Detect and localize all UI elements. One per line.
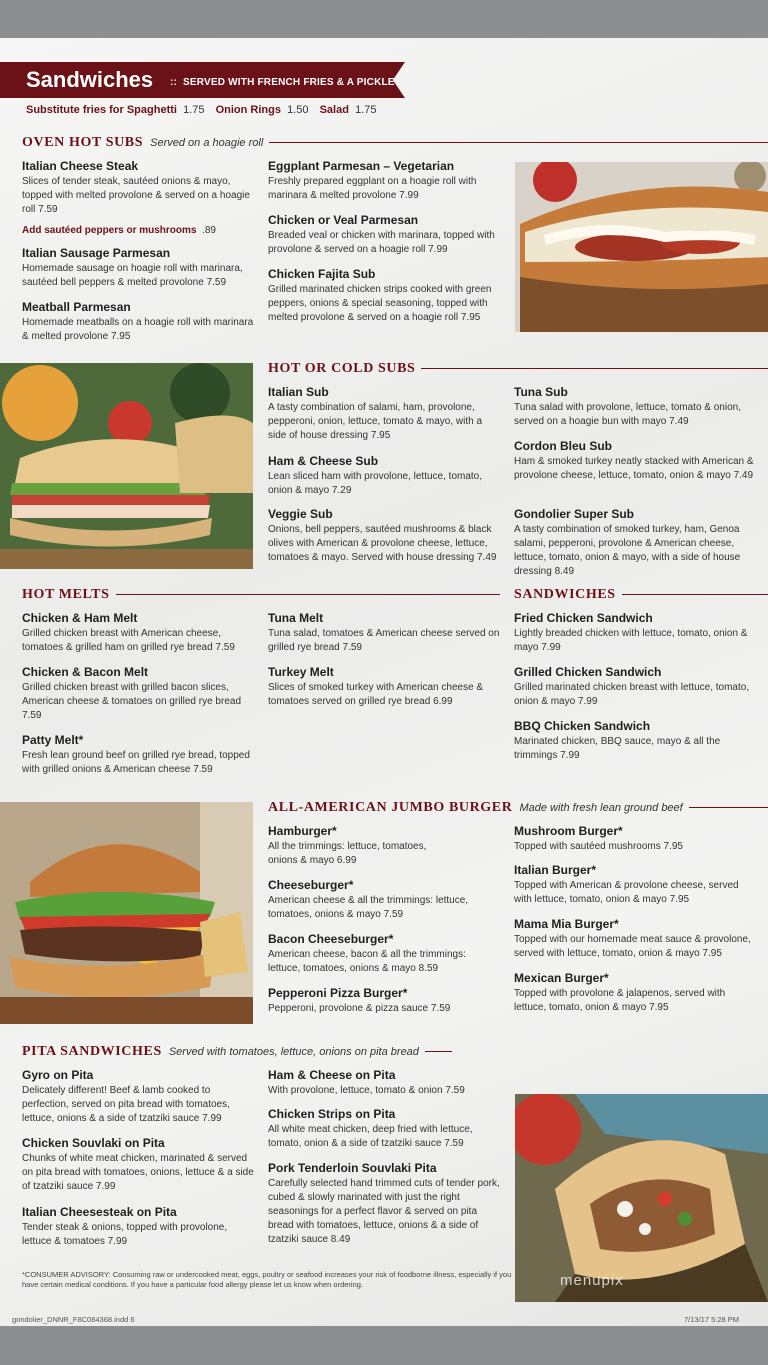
item-description: Homemade sausage on hoagie roll with marinara, sautéed bell peppers & melted provolone 7.59 (22, 263, 243, 288)
menu-item (514, 719, 754, 763)
item-description: Topped with provolone & jalapenos, served with lettuce, tomato, onion & mayo 7.95 (514, 988, 726, 1013)
item-name: Gyro on Pita (22, 1068, 94, 1082)
section-heading: HOT MELTS (22, 587, 110, 602)
menu-item (514, 917, 754, 961)
section-note: Made with fresh lean ground beef (519, 802, 683, 814)
item-name: Cheeseburger* (268, 878, 354, 892)
item-description: American cheese & all the trimmings: lettuce, tomatoes, onions & mayo 7.59 (268, 895, 469, 920)
top-margin-bar (0, 0, 768, 38)
section-pita-sandwiches (22, 1044, 452, 1060)
menu-page (0, 38, 768, 1326)
consumer-advisory: *CONSUMER ADVISORY: Consuming raw or undercooked meat, eggs, poultry or seafood increases your risk of foodborne illness, especially if you have certain medical conditions. If you have a particular food allergy please let us know when ordering. (22, 1270, 512, 1289)
menu-item (514, 611, 754, 655)
section-rule (116, 594, 501, 595)
item-description: Breaded veal or chicken with marinara, topped with provolone & served on a hoagie roll 7.99 (268, 230, 495, 255)
item-description: Tuna salad with provolone, lettuce, tomato & onion, served on a hoagie bun with mayo 7.49 (514, 402, 741, 427)
item-name: Chicken Fajita Sub (268, 267, 376, 281)
menu-item (22, 733, 254, 777)
menu-item (22, 611, 254, 655)
section-heading: SANDWICHES (514, 587, 616, 602)
item-name: Italian Cheese Steak (22, 159, 139, 173)
item-description: A tasty combination of smoked turkey, ham, Genoa salami, pepperoni, provolone & American cheese, lettuce, tomato, onion & mayo, with a side of house dressing 8.49 (514, 524, 741, 577)
item-description: Marinated chicken, BBQ sauce, mayo & all the trimmings 7.99 (514, 736, 721, 761)
item-description: Delicately different! Beef & lamb cooked to perfection, served on pita bread with tomatoes, lettuce, onions & a side of tzatziki sauce 7.99 (22, 1085, 230, 1124)
menu-item (268, 1107, 500, 1151)
menu-item (22, 159, 254, 217)
section-oven-hot-subs (22, 135, 768, 151)
menu-item (268, 267, 500, 325)
menu-item (514, 439, 754, 483)
menu-item (268, 1068, 500, 1098)
item-name: Ham & Cheese on Pita (268, 1068, 396, 1082)
substitute-price: 1.75 (355, 104, 377, 116)
section-rule (689, 807, 768, 808)
item-name: Chicken Souvlaki on Pita (22, 1136, 165, 1150)
menu-item (514, 863, 754, 907)
menu-item (22, 246, 254, 290)
item-name: Mexican Burger* (514, 971, 609, 985)
item-name: Grilled Chicken Sandwich (514, 665, 662, 679)
menu-item (268, 878, 500, 922)
substitute-price: 1.50 (287, 104, 309, 116)
item-description: Grilled marinated chicken breast with lettuce, tomato, onion & mayo 7.99 (514, 682, 750, 707)
item-description: Grilled chicken breast with grilled bacon slices, American cheese & tomatoes on grilled rye bread 7.59 (22, 682, 242, 721)
menu-item (22, 665, 254, 723)
cold-sub-photo (0, 363, 253, 569)
section-sandwiches (514, 587, 768, 603)
item-name: Bacon Cheeseburger* (268, 932, 394, 946)
menu-item (268, 611, 500, 655)
item-name: Cordon Bleu Sub (514, 439, 612, 453)
footer-date: 7/13/17 5:28 PM (684, 1315, 740, 1324)
item-description: Fresh lean ground beef on grilled rye bread, topped with grilled onions & American cheese 7.59 (22, 750, 250, 775)
item-description: Tuna salad, tomatoes & American cheese served on grilled rye bread 7.59 (268, 628, 500, 653)
section-rule (269, 142, 768, 143)
item-name: Italian Burger* (514, 863, 597, 877)
item-name: Chicken Strips on Pita (268, 1107, 396, 1121)
menu-item (268, 824, 500, 868)
item-name: BBQ Chicken Sandwich (514, 719, 651, 733)
item-description: Grilled marinated chicken strips cooked with green peppers, onions & special seasoning, topped with melted provolone & served on a hoagie roll 7.95 (268, 284, 492, 323)
meatball-sub-photo (515, 162, 768, 332)
item-name: Tuna Sub (514, 385, 568, 399)
item-description: Slices of tender steak, sautéed onions & mayo, topped with melted provolone & served on a hoagie roll 7.59 (22, 176, 250, 215)
section-rule (425, 1051, 452, 1052)
addon-option (22, 225, 216, 236)
item-description: Homemade meatballs on a hoagie roll with marinara & melted provolone 7.95 (22, 317, 254, 342)
menu-item (514, 665, 754, 709)
item-name: Chicken & Ham Melt (22, 611, 138, 625)
item-name: Meatball Parmesan (22, 300, 131, 314)
item-description: Topped with sautéed mushrooms 7.95 (514, 841, 683, 852)
subtitle-text: SERVED WITH FRENCH FRIES & A PICKLE (183, 77, 395, 88)
item-name: Hamburger* (268, 824, 337, 838)
section-heading: PITA SANDWICHES (22, 1044, 162, 1059)
addon-price: .89 (202, 225, 216, 236)
item-description: Freshly prepared eggplant on a hoagie roll with marinara & melted provolone 7.99 (268, 176, 477, 201)
bottom-margin-bar (0, 1326, 768, 1365)
section-note: Served on a hoagie roll (150, 137, 264, 149)
item-name: Turkey Melt (268, 665, 334, 679)
menu-item (268, 385, 500, 443)
item-description: Topped with our homemade meat sauce & provolone, served with lettuce, tomato, onion & mayo 7.95 (514, 934, 751, 959)
item-name: Ham & Cheese Sub (268, 454, 379, 468)
item-name: Mushroom Burger* (514, 824, 623, 838)
item-description: Pepperoni, provolone & pizza sauce 7.59 (268, 1003, 451, 1014)
gyro-photo (515, 1094, 768, 1302)
item-description: A tasty combination of salami, ham, provolone, pepperoni, onion, lettuce, tomato & mayo, with a side of house dressing 7.95 (268, 402, 483, 441)
menu-item (22, 1068, 254, 1126)
menu-item (268, 213, 500, 257)
item-name: Tuna Melt (268, 611, 324, 625)
item-description: All the trimmings: lettuce, tomatoes, onions & mayo 6.99 (268, 841, 427, 866)
footer-file-name: gondolier_DNNR_F8C084368.indd 6 (12, 1315, 135, 1324)
substitute-price: 1.75 (183, 104, 205, 116)
item-description: Topped with American & provolone cheese, served with lettuce, tomato, onion & mayo 7.95 (514, 880, 739, 905)
menu-item (22, 1136, 254, 1194)
item-description: Tender steak & onions, topped with provolone, lettuce & tomatoes 7.99 (22, 1222, 228, 1247)
section-note: Served with tomatoes, lettuce, onions on pita bread (168, 1046, 419, 1058)
page-subtitle (170, 77, 395, 88)
substitutions-line (26, 104, 384, 116)
item-description: Onions, bell peppers, sautéed mushrooms & black olives with American & provolone cheese, lettuce, tomatoes & mayo. Served with house dressing 7.49 (268, 524, 497, 563)
menu-item (22, 300, 254, 344)
item-name: Mama Mia Burger* (514, 917, 619, 931)
item-description: Grilled chicken breast with American cheese, tomatoes & grilled ham on grilled rye bread 7.59 (22, 628, 235, 653)
item-description: All white meat chicken, deep fried with lettuce, tomato, onion & a side of tzatziki sauce 7.59 (268, 1124, 473, 1149)
item-description: With provolone, lettuce, tomato & onion 7.59 (268, 1085, 465, 1096)
title-separator: :: (170, 77, 178, 88)
addon-label: Add sautéed peppers or mushrooms (22, 225, 197, 236)
menu-item (514, 385, 754, 429)
section-heading: OVEN HOT SUBS (22, 135, 144, 150)
item-name: Patty Melt* (22, 733, 84, 747)
menu-item (268, 665, 500, 709)
menu-item (514, 971, 754, 1015)
item-description: Carefully selected hand trimmed cuts of tender pork, cubed & slowly marinated with just the right seasonings for a perfect flavor & served on pita bread with tomatoes, lettuce, onions & a side of tzatziki sauce 8.49 (268, 1178, 500, 1245)
item-description: American cheese, bacon & all the trimmings: lettuce, tomatoes, onions & mayo 8.59 (268, 949, 466, 974)
item-name: Italian Sausage Parmesan (22, 246, 171, 260)
section-burgers (268, 800, 768, 816)
item-name: Gondolier Super Sub (514, 507, 635, 521)
substitute-label: Salad (319, 104, 349, 116)
item-description: Lightly breaded chicken with lettuce, tomato, onion & mayo 7.99 (514, 628, 748, 653)
section-hot-melts (22, 587, 500, 603)
substitute-label: Substitute fries for Spaghetti (26, 104, 177, 116)
section-heading: HOT OR COLD SUBS (268, 361, 416, 376)
menu-item (268, 159, 500, 203)
menu-item (268, 454, 500, 498)
menu-item (268, 986, 500, 1016)
item-description: Ham & smoked turkey neatly stacked with American & provolone cheese, lettuce, tomato, onion & mayo 7.49 (514, 456, 754, 481)
item-name: Eggplant Parmesan – Vegetarian (268, 159, 455, 173)
item-description: Lean sliced ham with provolone, lettuce, tomato, onion & mayo 7.29 (268, 471, 483, 496)
item-name: Italian Cheesesteak on Pita (22, 1205, 177, 1219)
item-name: Chicken or Veal Parmesan (268, 213, 419, 227)
item-name: Pork Tenderloin Souvlaki Pita (268, 1161, 437, 1175)
item-name: Veggie Sub (268, 507, 333, 521)
section-hot-cold-subs (268, 361, 768, 377)
section-rule (421, 368, 768, 369)
menu-item (268, 1161, 500, 1247)
substitute-label: Onion Rings (215, 104, 281, 116)
menu-item (268, 932, 500, 976)
menu-item (514, 507, 754, 579)
item-name: Pepperoni Pizza Burger* (268, 986, 408, 1000)
watermark: menupix (560, 1272, 624, 1289)
item-name: Chicken & Bacon Melt (22, 665, 149, 679)
item-description: Slices of smoked turkey with American cheese & tomatoes served on grilled rye bread 6.99 (268, 682, 484, 707)
item-name: Fried Chicken Sandwich (514, 611, 653, 625)
menu-item (268, 507, 500, 565)
menu-item (22, 1205, 254, 1249)
section-heading: ALL-AMERICAN JUMBO BURGER (268, 800, 513, 815)
item-description: Chunks of white meat chicken, marinated & served on pita bread with tomatoes, onions, lettuce & a side of tzatziki sauce 7.99 (22, 1153, 254, 1192)
menu-item (514, 824, 754, 854)
section-rule (622, 594, 768, 595)
page-title: Sandwiches (26, 67, 154, 92)
burger-photo (0, 802, 253, 1024)
item-name: Italian Sub (268, 385, 329, 399)
